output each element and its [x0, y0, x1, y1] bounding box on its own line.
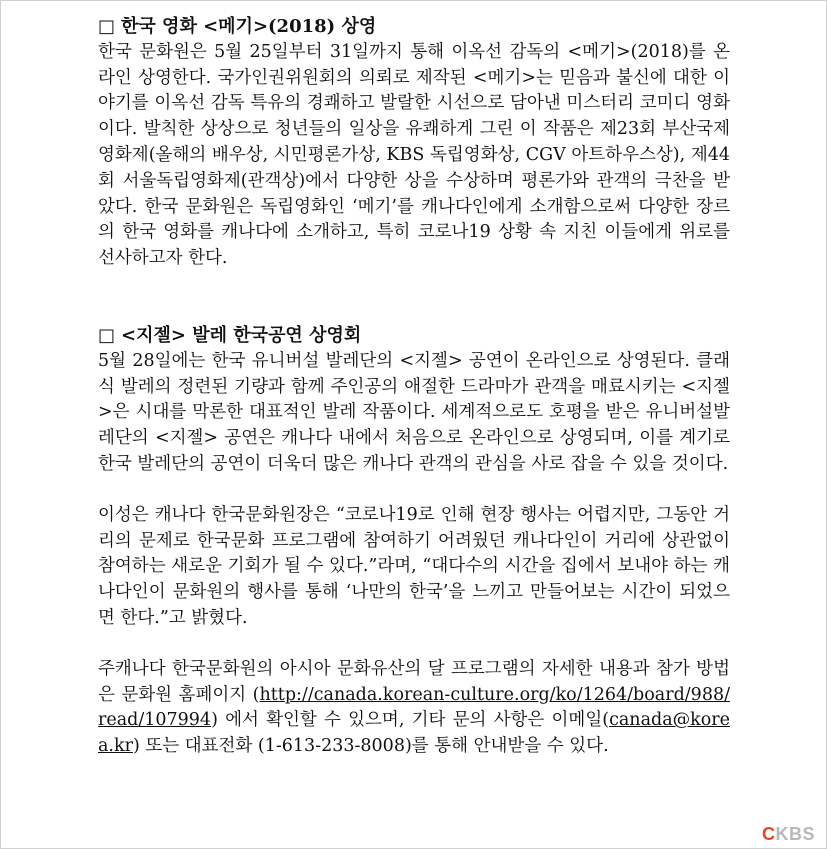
bullet-square-icon: □	[98, 16, 116, 37]
ballet-paragraph: 5월 28일에는 한국 유니버설 발레단의 <지젤> 공연이 온라인으로 상영된다. 클래식 발레의 정련된 기량과 함께 주인공의 애절한 드라마가 관객을 매료시키는 <지젤>은 시대를 막론한 대표적인 발레 작품이다. 세계적으로도 호평을 받은 유니버설발레단의 <지젤> 공연은 캐나다 내에서 처음으로 온라인으로 상영되며, 이를 계기로 한국 발레단의 공연이 더욱더 많은 캐나다 관객의 관심을 사로 잡을 수 있을 것이다.	[98, 350, 730, 474]
ckbs-logo-rest: KBS	[775, 824, 815, 844]
section-heading-movie	[98, 14, 730, 40]
contact-info-paragraph	[98, 657, 730, 760]
director-quote-paragraph: 이성은 캐나다 한국문화원장은 “코로나19로 인해 현장 행사는 어렵지만, 그동안 거리의 문제로 한국문화 프로그램에 참여하기 어려웠던 캐나다인이 거리에 상관없이 참여하는 새로운 기회가 될 수 있다.”라며, “대다수의 시간을 집에서 보내야 하는 캐나다인이 문화원의 행사를 통해 ‘나만의 한국’을 느끼고 만들어보는 시간이 되었으면 한다.”고 밝혔다.	[98, 504, 730, 628]
section-heading-ballet-text: <지젤> 발레 한국공연 상영회	[121, 324, 362, 346]
document-body	[98, 14, 730, 760]
paragraph-spacer	[98, 478, 730, 503]
section-spacer	[98, 272, 730, 323]
contact-info-text-1: 주캐나다 한국문화원의 아시아 문화유산의 달 프로그램의 자세한 내용과 참가 방법은 문화원 홈페이지 (	[98, 658, 730, 705]
homepage-link[interactable]: http://canada.korean-culture.org/ko/1264/board/988/read/107994	[98, 684, 730, 731]
section-heading-ballet	[98, 323, 730, 349]
email-link[interactable]: canada@korea.kr	[98, 710, 730, 757]
ckbs-logo	[762, 824, 815, 845]
movie-paragraph: 한국 문화원은 5월 25일부터 31일까지 통해 이옥선 감독의 <메기>(2018)를 온라인 상영한다. 국가인권위원회의 의뢰로 제작된 <메기>는 믿음과 불신에 대한 이야기를 이옥선 감독 특유의 경쾌하고 발랄한 시선으로 담아낸 미스터리 코미디 영화이다. 발칙한 상상으로 청년들의 일상을 유쾌하게 그린 이 작품은 제23회 부산국제영화제(올해의 배우상, 시민평론가상, KBS 독립영화상, CGV 아트하우스상), 제44회 서울독립영화제(관객상)에서 다양한 상을 수상하며 평론가와 관객의 극찬을 받았다. 한국 문화원은 독립영화인 ‘메기’를 캐나다인에게 소개함으로써 다양한 장르의 한국 영화를 캐나다에 소개하고, 특히 코로나19 상황 속 지친 이들에게 위로를 선사하고자 한다.	[98, 41, 730, 269]
ckbs-logo-c: C	[761, 824, 776, 844]
contact-info-text-2: ) 에서 확인할 수 있으며, 기타 문의 사항은 이메일(	[211, 710, 610, 731]
paragraph-spacer	[98, 632, 730, 657]
section-heading-movie-text: 한국 영화 <메기>(2018) 상영	[121, 16, 377, 37]
contact-info-text-3: ) 또는 대표전화 (1-613-233-8008)를 통해 안내받을 수 있다.	[132, 736, 609, 757]
bullet-square-icon: □	[98, 324, 116, 346]
